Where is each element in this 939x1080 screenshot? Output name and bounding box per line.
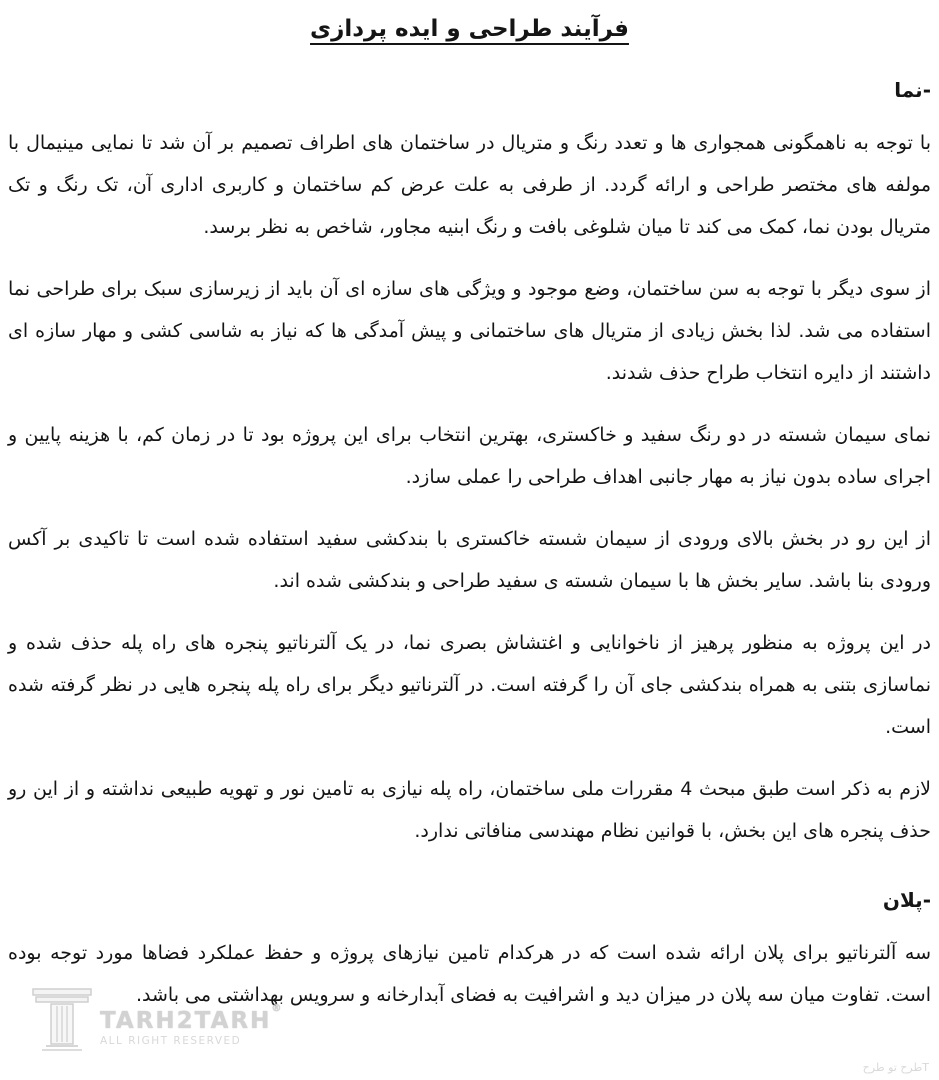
paragraph-nama-6: لازم به ذکر است طبق مبحث 4 مقررات ملی ساختمان، راه پله نیازی به تامین نور و تهویه طبیعی نداشته و از این رو حذف پنجره های این بخش، با قوانین نظام مهندسی منافاتی ندارد. (8, 778, 931, 842)
paragraph-nama-4: از این رو در بخش بالای ورودی از سیمان شسته خاکستری با بندکشی سفید استفاده شده است تا تاکیدی بر آکس ورودی بنا باشد. سایر بخش ها با سیمان شسته ی سفید طراحی و بندکشی شده اند. (8, 528, 931, 592)
logo-tagline: ALL RIGHT RESERVED (100, 1035, 242, 1047)
paragraph-nama-2: از سوی دیگر با توجه به سن ساختمان، وضع موجود و ویژگی های سازه ای آن باید از زیرسازی سبک برای طراحی نما استفاده می شد. لذا بخش زیادی از متریال های ساختمانی و پیش آمدگی ها که نیاز به شاسی کشی و مهار سازه ای داشتند از دایره انتخاب طراح حذف شدند. (8, 278, 931, 384)
paragraph-nama-1: با توجه به ناهمگونی همجواری ها و تعدد رنگ و متریال در ساختمان های اطراف تصمیم بر آن شد تا نمایی مینیمال با مولفه های مختصر طراحی و ارائه گردد. از طرفی به علت عرض کم ساختمان و کاربری اداری آن، تک رنگ و تک متریال بودن نما، کمک می کند تا میان شلوغی بافت و رنگ ابنیه مجاور، شاخص به نظر برسد. (8, 132, 931, 238)
section-heading-plan: -پلان (882, 888, 931, 912)
page-title: فرآیند طراحی و ایده پردازی (310, 16, 629, 42)
corner-watermark-text: طرح تو طرحT (862, 1061, 929, 1074)
section-heading-nama: -نما (894, 78, 931, 102)
paragraph-nama-5: در این پروژه به منظور پرهیز از ناخوانایی و اغتشاش بصری نما، در یک آلترناتیو پنجره های راه پله حذف شده و نماسازی بتنی به همراه بندکشی جای آن را گرفته است. در آلترناتیو دیگر برای راه پله پنجره هایی در نظر گرفته شده است. (8, 632, 931, 738)
logo-text-block (100, 1003, 284, 1047)
registered-trademark-icon: ® (271, 1003, 284, 1014)
paragraph-plan-1: سه آلترناتیو برای پلان ارائه شده است که در هرکدام تامین نیازهای پروژه و حفظ عملکرد فضاها مورد توجه بوده است. تفاوت میان سه پلان در میزان دید و اشرافیت به فضای آبدارخانه و سرویس بهداشتی می باشد. (8, 942, 931, 1006)
logo-brand-word: TARH2TARH (100, 1008, 272, 1034)
logo-brand-text (100, 1003, 284, 1034)
tarh2tarh-watermark-logo (32, 988, 283, 1056)
paragraph-nama-3: نمای سیمان شسته در دو رنگ سفید و خاکستری، بهترین انتخاب برای این پروژه بود تا در زمان کم، با هزینه پایین و اجرای ساده بدون نیاز به مهار جانبی اهداف طراحی را عملی سازد. (8, 424, 931, 488)
column-capital-icon (32, 988, 94, 1056)
